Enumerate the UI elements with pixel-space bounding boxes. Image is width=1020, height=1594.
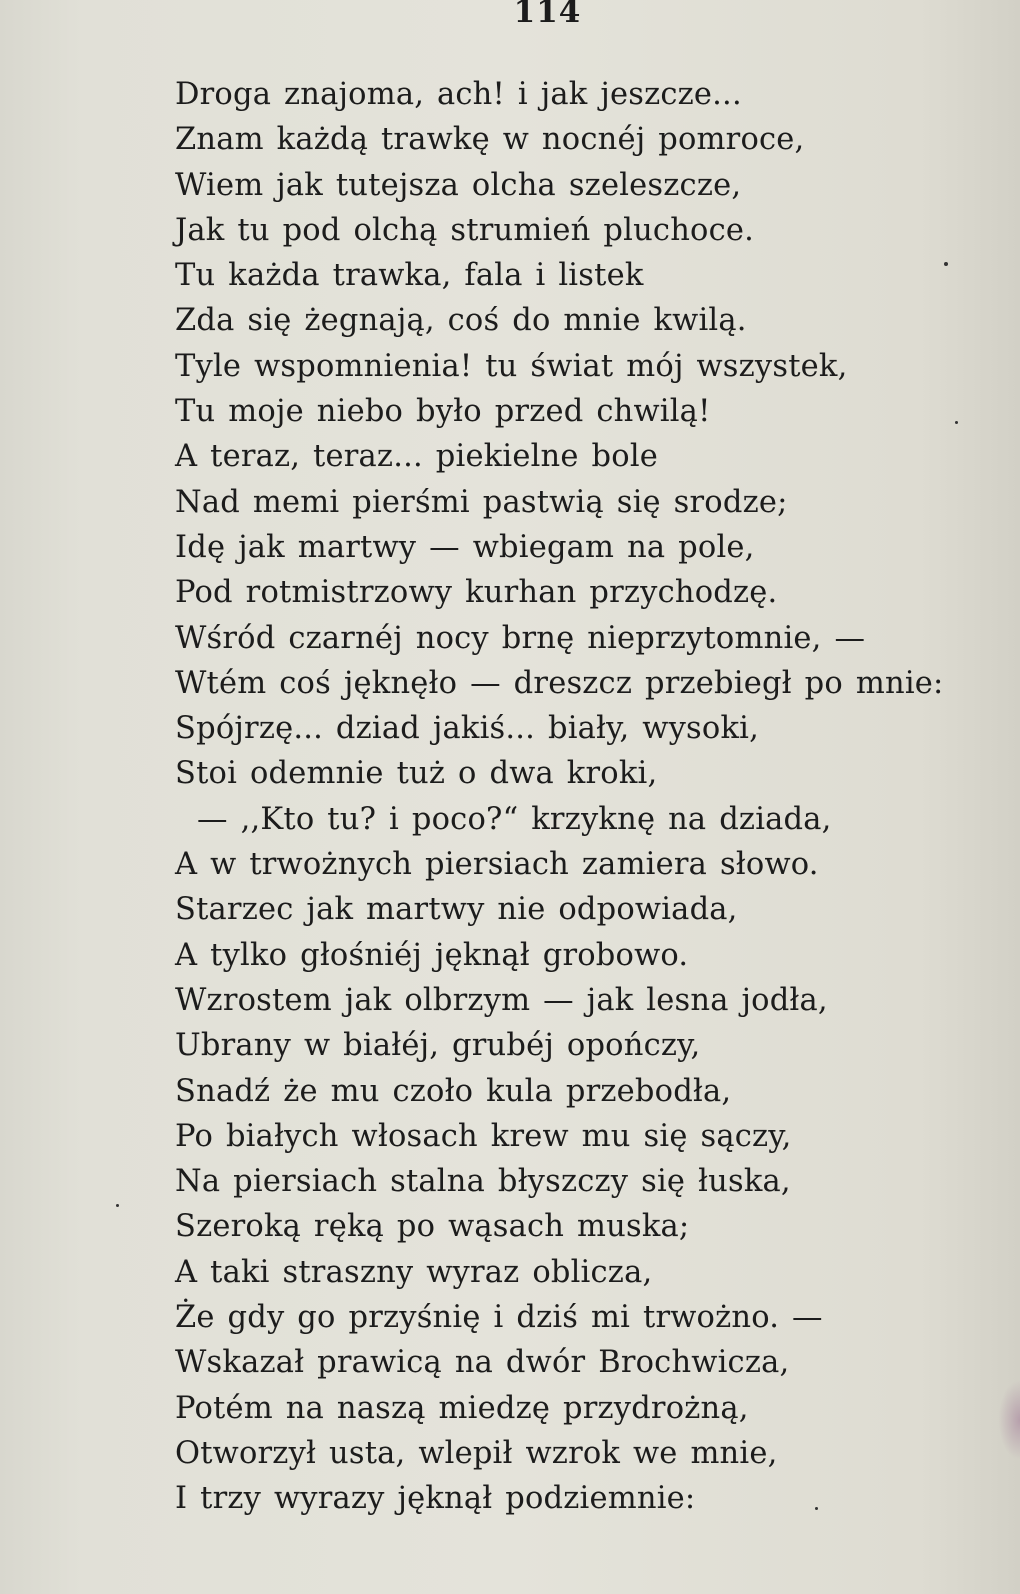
poem-line: Znam każdą trawkę w nocnéj pomroce, xyxy=(175,122,805,158)
page-number: 114 xyxy=(513,0,582,30)
poem-line: Wtém coś jęknęło — dreszcz przebiegł po mnie: xyxy=(175,665,944,701)
poem-line: Wskazał prawicą na dwór Brochwicza, xyxy=(175,1345,790,1381)
poem-line: Szeroką ręką po wąsach muska; xyxy=(175,1209,690,1245)
poem-line: Snadź że mu czoło kula przebodła, xyxy=(175,1073,732,1109)
poem-line: Na piersiach stalna błyszczy się łuska, xyxy=(175,1164,791,1200)
poem-line: Otworzył usta, wlepił wzrok we mnie, xyxy=(175,1435,778,1471)
poem-line: Wzrostem jak olbrzym — jak lesna jodła, xyxy=(175,982,828,1018)
poem-line: A tylko głośniéj jęknął grobowo. xyxy=(175,937,689,973)
poem-line: Tu każda trawka, fala i listek xyxy=(175,258,644,294)
poem-line: — ,,Kto tu? i poco?“ krzyknę na dziada, xyxy=(197,801,832,837)
poem-line: Wiem jak tutejsza olcha szeleszcze, xyxy=(175,167,742,203)
poem-line: Spójrzę... dziad jakiś... biały, wysoki, xyxy=(175,711,759,747)
poem-line: Zda się żegnają, coś do mnie kwilą. xyxy=(175,303,747,339)
poem-line: A teraz, teraz... piekielne bole xyxy=(175,439,659,475)
paper-speck xyxy=(944,262,948,266)
poem-line: Ubrany w białéj, grubéj opończy, xyxy=(175,1028,701,1064)
poem-line: I trzy wyrazy jęknął podziemnie: xyxy=(175,1481,696,1517)
poem-line: Wśród czarnéj nocy brnę nieprzytomnie, — xyxy=(175,620,866,656)
poem-line: Idę jak martwy — wbiegam na pole, xyxy=(175,529,755,565)
poem-line: Nad memi pierśmi pastwią się srodze; xyxy=(175,484,788,520)
poem-line: Że gdy go przyśnię i dziś mi trwożno. — xyxy=(175,1300,823,1336)
poem-text xyxy=(175,72,1015,1522)
poem-line: Tu moje niebo było przed chwilą! xyxy=(175,394,711,430)
poem-line: Pod rotmistrzowy kurhan przychodzę. xyxy=(175,575,778,611)
poem-line: A taki straszny wyraz oblicza, xyxy=(175,1254,653,1290)
paper-speck xyxy=(955,421,958,424)
poem-line: Droga znajoma, ach! i jak jeszcze... xyxy=(175,77,742,112)
paper-stain xyxy=(998,1380,1020,1460)
poem-line: Po białych włosach krew mu się sączy, xyxy=(175,1118,792,1154)
paper-speck xyxy=(116,1204,119,1207)
poem-line: Starzec jak martwy nie odpowiada, xyxy=(175,892,738,928)
poem-line: Potém na naszą miedzę przydrożną, xyxy=(175,1390,749,1426)
poem-line: Stoi odemnie tuż o dwa kroki, xyxy=(175,756,658,792)
paper-speck xyxy=(815,1507,818,1510)
poem-line: Jak tu pod olchą strumień pluchoce. xyxy=(175,212,755,248)
poem-line: A w trwożnych piersiach zamiera słowo. xyxy=(175,847,819,883)
poem-line: Tyle wspomnienia! tu świat mój wszystek, xyxy=(175,348,848,384)
